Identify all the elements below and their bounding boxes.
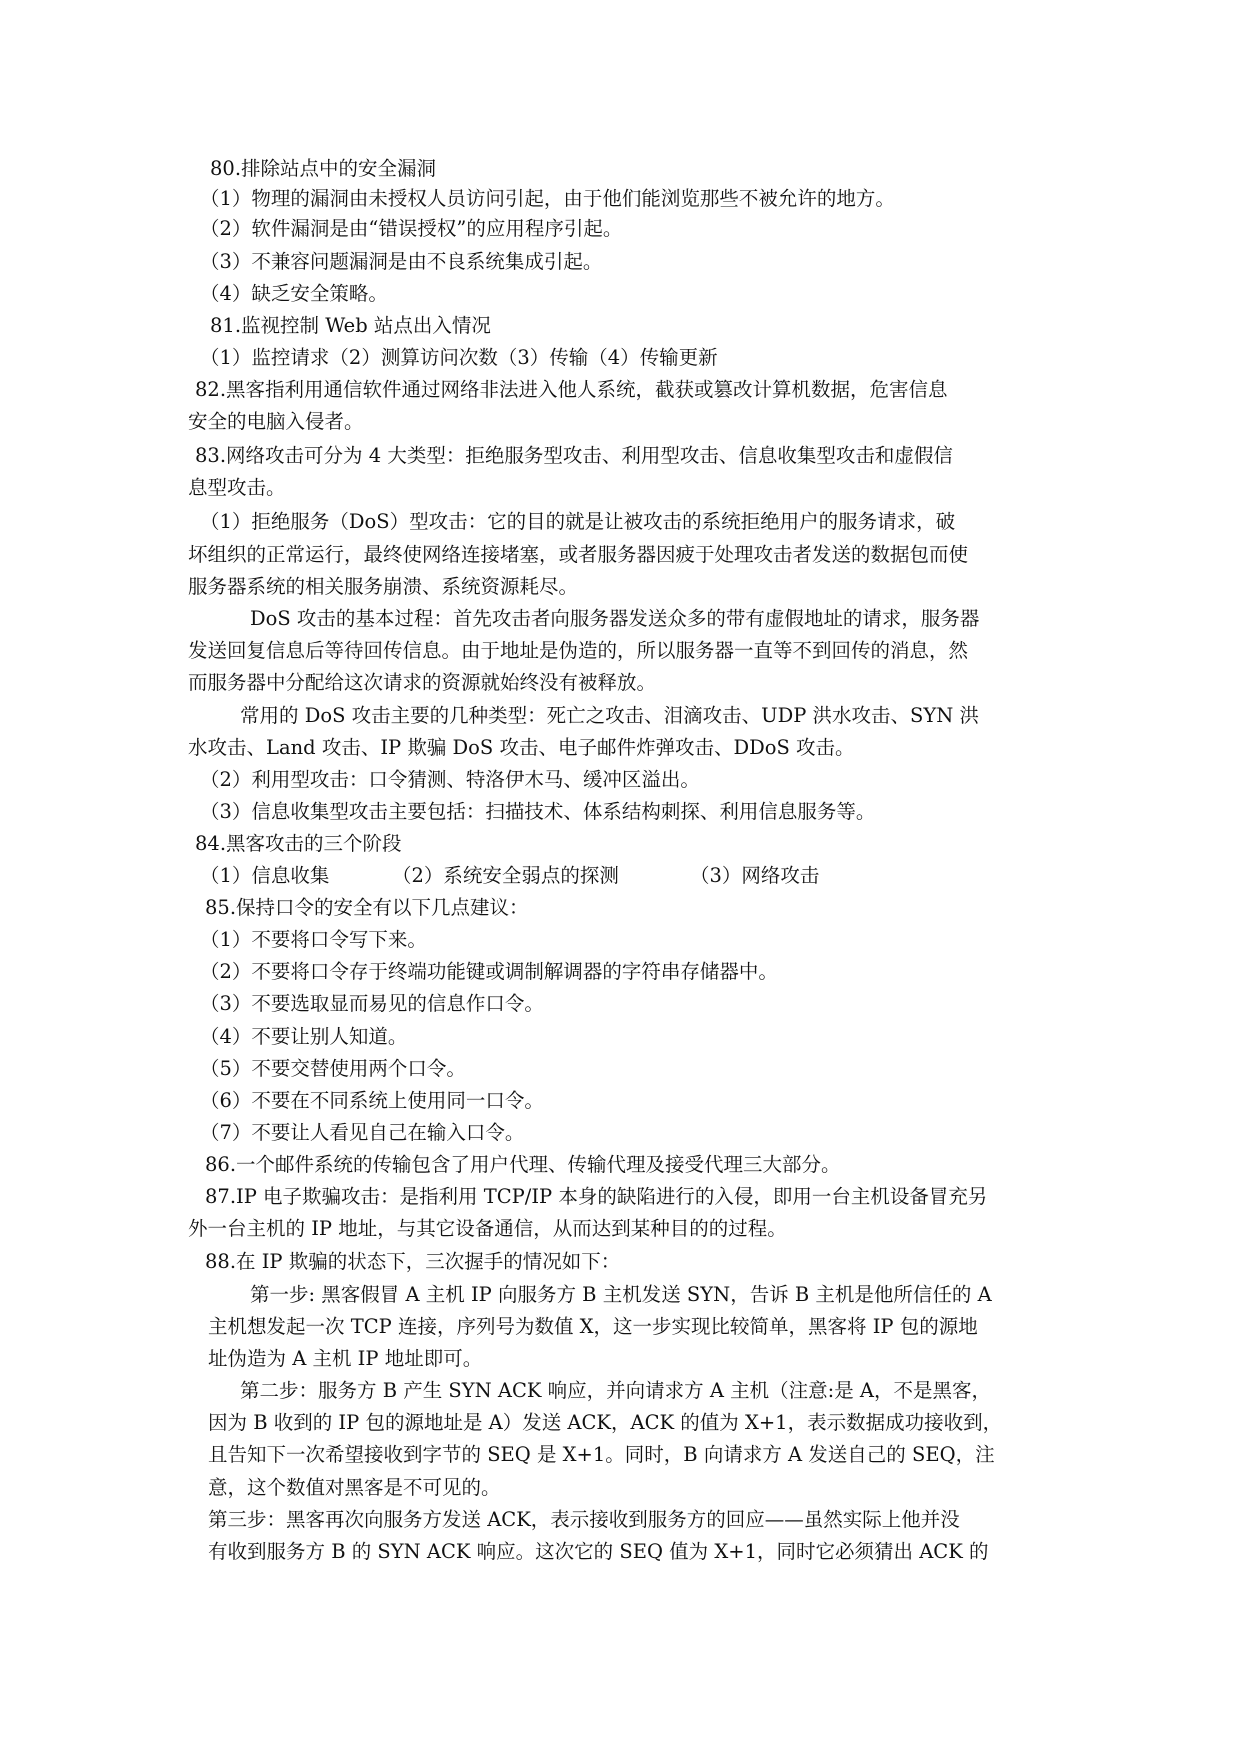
text-line: （1）物理的漏洞由未授权人员访问引起，由于他们能浏览那些不被允许的地方。 (200, 187, 895, 210)
text-line: 址伪造为 A 主机 IP 地址即可。 (208, 1347, 483, 1370)
stage-item: （3）网络攻击 (690, 864, 820, 887)
text-line: 发送回复信息后等待回传信息。由于地址是伪造的，所以服务器一直等不到回传的消息，然 (188, 639, 969, 662)
heading-88: 88.在 IP 欺骗的状态下，三次握手的情况如下： (205, 1250, 621, 1273)
text-line: 意，这个数值对黑客是不可见的。 (208, 1476, 501, 1499)
text-line: （1）不要将口令写下来。 (200, 928, 427, 951)
text-line: 主机想发起一次 TCP 连接，序列号为数值 X，这一步实现比较简单，黑客将 IP 包的源地 (208, 1315, 978, 1338)
stage-item: （1）信息收集 (200, 864, 330, 887)
heading-81: 81.监视控制 Web 站点出入情况 (210, 314, 491, 337)
heading-84: 84.黑客攻击的三个阶段 (195, 832, 402, 855)
text-line: DoS 攻击的基本过程：首先攻击者向服务器发送众多的带有虚假地址的请求，服务器 (250, 607, 980, 630)
text-line: （3）信息收集型攻击主要包括：扫描技术、体系结构刺探、利用信息服务等。 (200, 800, 876, 823)
text-line: 常用的 DoS 攻击主要的几种类型：死亡之攻击、泪滴攻击、UDP 洪水攻击、SYN 洪 (240, 704, 980, 727)
heading-87: 87.IP 电子欺骗攻击：是指利用 TCP/IP 本身的缺陷进行的入侵，即用一台主机设备冒充另 (205, 1185, 988, 1208)
text-line: 第一步: 黑客假冒 A 主机 IP 向服务方 B 主机发送 SYN，告诉 B 主机是他所信任的 A (250, 1283, 992, 1306)
heading-82: 82.黑客指利用通信软件通过网络非法进入他人系统，截获或篡改计算机数据，危害信息 (195, 378, 948, 401)
text-line: 第二步：服务方 B 产生 SYN ACK 响应，并向请求方 A 主机（注意:是 A，不是黑客， (240, 1379, 992, 1402)
text-line: 因为 B 收到的 IP 包的源地址是 A）发送 ACK，ACK 的值为 X+1，表示数据成功接收到， (208, 1411, 1003, 1434)
text-line: 水攻击、Land 攻击、IP 欺骗 DoS 攻击、电子邮件炸弹攻击、DDoS 攻击。 (188, 736, 855, 759)
text-line: 有收到服务方 B 的 SYN ACK 响应。这次它的 SEQ 值为 X+1，同时它必须猜出 ACK 的 (208, 1540, 989, 1563)
heading-85: 85.保持口令的安全有以下几点建议： (205, 896, 529, 919)
text-line: 而服务器中分配给这次请求的资源就始终没有被释放。 (188, 671, 657, 694)
text-line: 外一台主机的 IP 地址，与其它设备通信，从而达到某种目的的过程。 (188, 1217, 787, 1240)
text-line: （2）软件漏洞是由“错误授权”的应用程序引起。 (200, 217, 623, 240)
heading-80: 80.排除站点中的安全漏洞 (210, 157, 437, 180)
text-line: 且告知下一次希望接收到字节的 SEQ 是 X+1。同时，B 向请求方 A 发送自己的 SEQ，注 (208, 1443, 995, 1466)
text-line: （4）缺乏安全策略。 (200, 282, 388, 305)
text-line: 服务器系统的相关服务崩溃、系统资源耗尽。 (188, 575, 579, 598)
text-line: （2）不要将口令存于终端功能键或调制解调器的字符串存储器中。 (200, 960, 778, 983)
text-line: （2）利用型攻击：口令猜测、特洛伊木马、缓冲区溢出。 (200, 768, 700, 791)
text-line: 安全的电脑入侵者。 (188, 410, 364, 433)
text-line: （4）不要让别人知道。 (200, 1025, 408, 1048)
text-line: 坏组织的正常运行，最终使网络连接堵塞，或者服务器因疲于处理攻击者发送的数据包而使 (188, 543, 969, 566)
heading-86: 86.一个邮件系统的传输包含了用户代理、传输代理及接受代理三大部分。 (205, 1153, 841, 1176)
text-line: 第三步：黑客再次向服务方发送 ACK，表示接收到服务方的回应——虽然实际上他并没 (208, 1508, 960, 1531)
text-line: （6）不要在不同系统上使用同一口令。 (200, 1089, 544, 1112)
heading-83: 83.网络攻击可分为 4 大类型：拒绝服务型攻击、利用型攻击、信息收集型攻击和虚假信 (195, 444, 953, 467)
text-line: （3）不要选取显而易见的信息作口令。 (200, 992, 544, 1015)
text-line: 息型攻击。 (188, 476, 286, 499)
text-line: （3）不兼容问题漏洞是由不良系统集成引起。 (200, 250, 603, 273)
text-line: （5）不要交替使用两个口令。 (200, 1057, 466, 1080)
text-line: （1）拒绝服务（DoS）型攻击：它的目的就是让被攻击的系统拒绝用户的服务请求，破 (200, 510, 956, 533)
text-line: （7）不要让人看见自己在输入口令。 (200, 1121, 525, 1144)
text-line: （1）监控请求（2）测算访问次数（3）传输（4）传输更新 (200, 346, 718, 369)
stage-item: （2）系统安全弱点的探测 (392, 864, 619, 887)
